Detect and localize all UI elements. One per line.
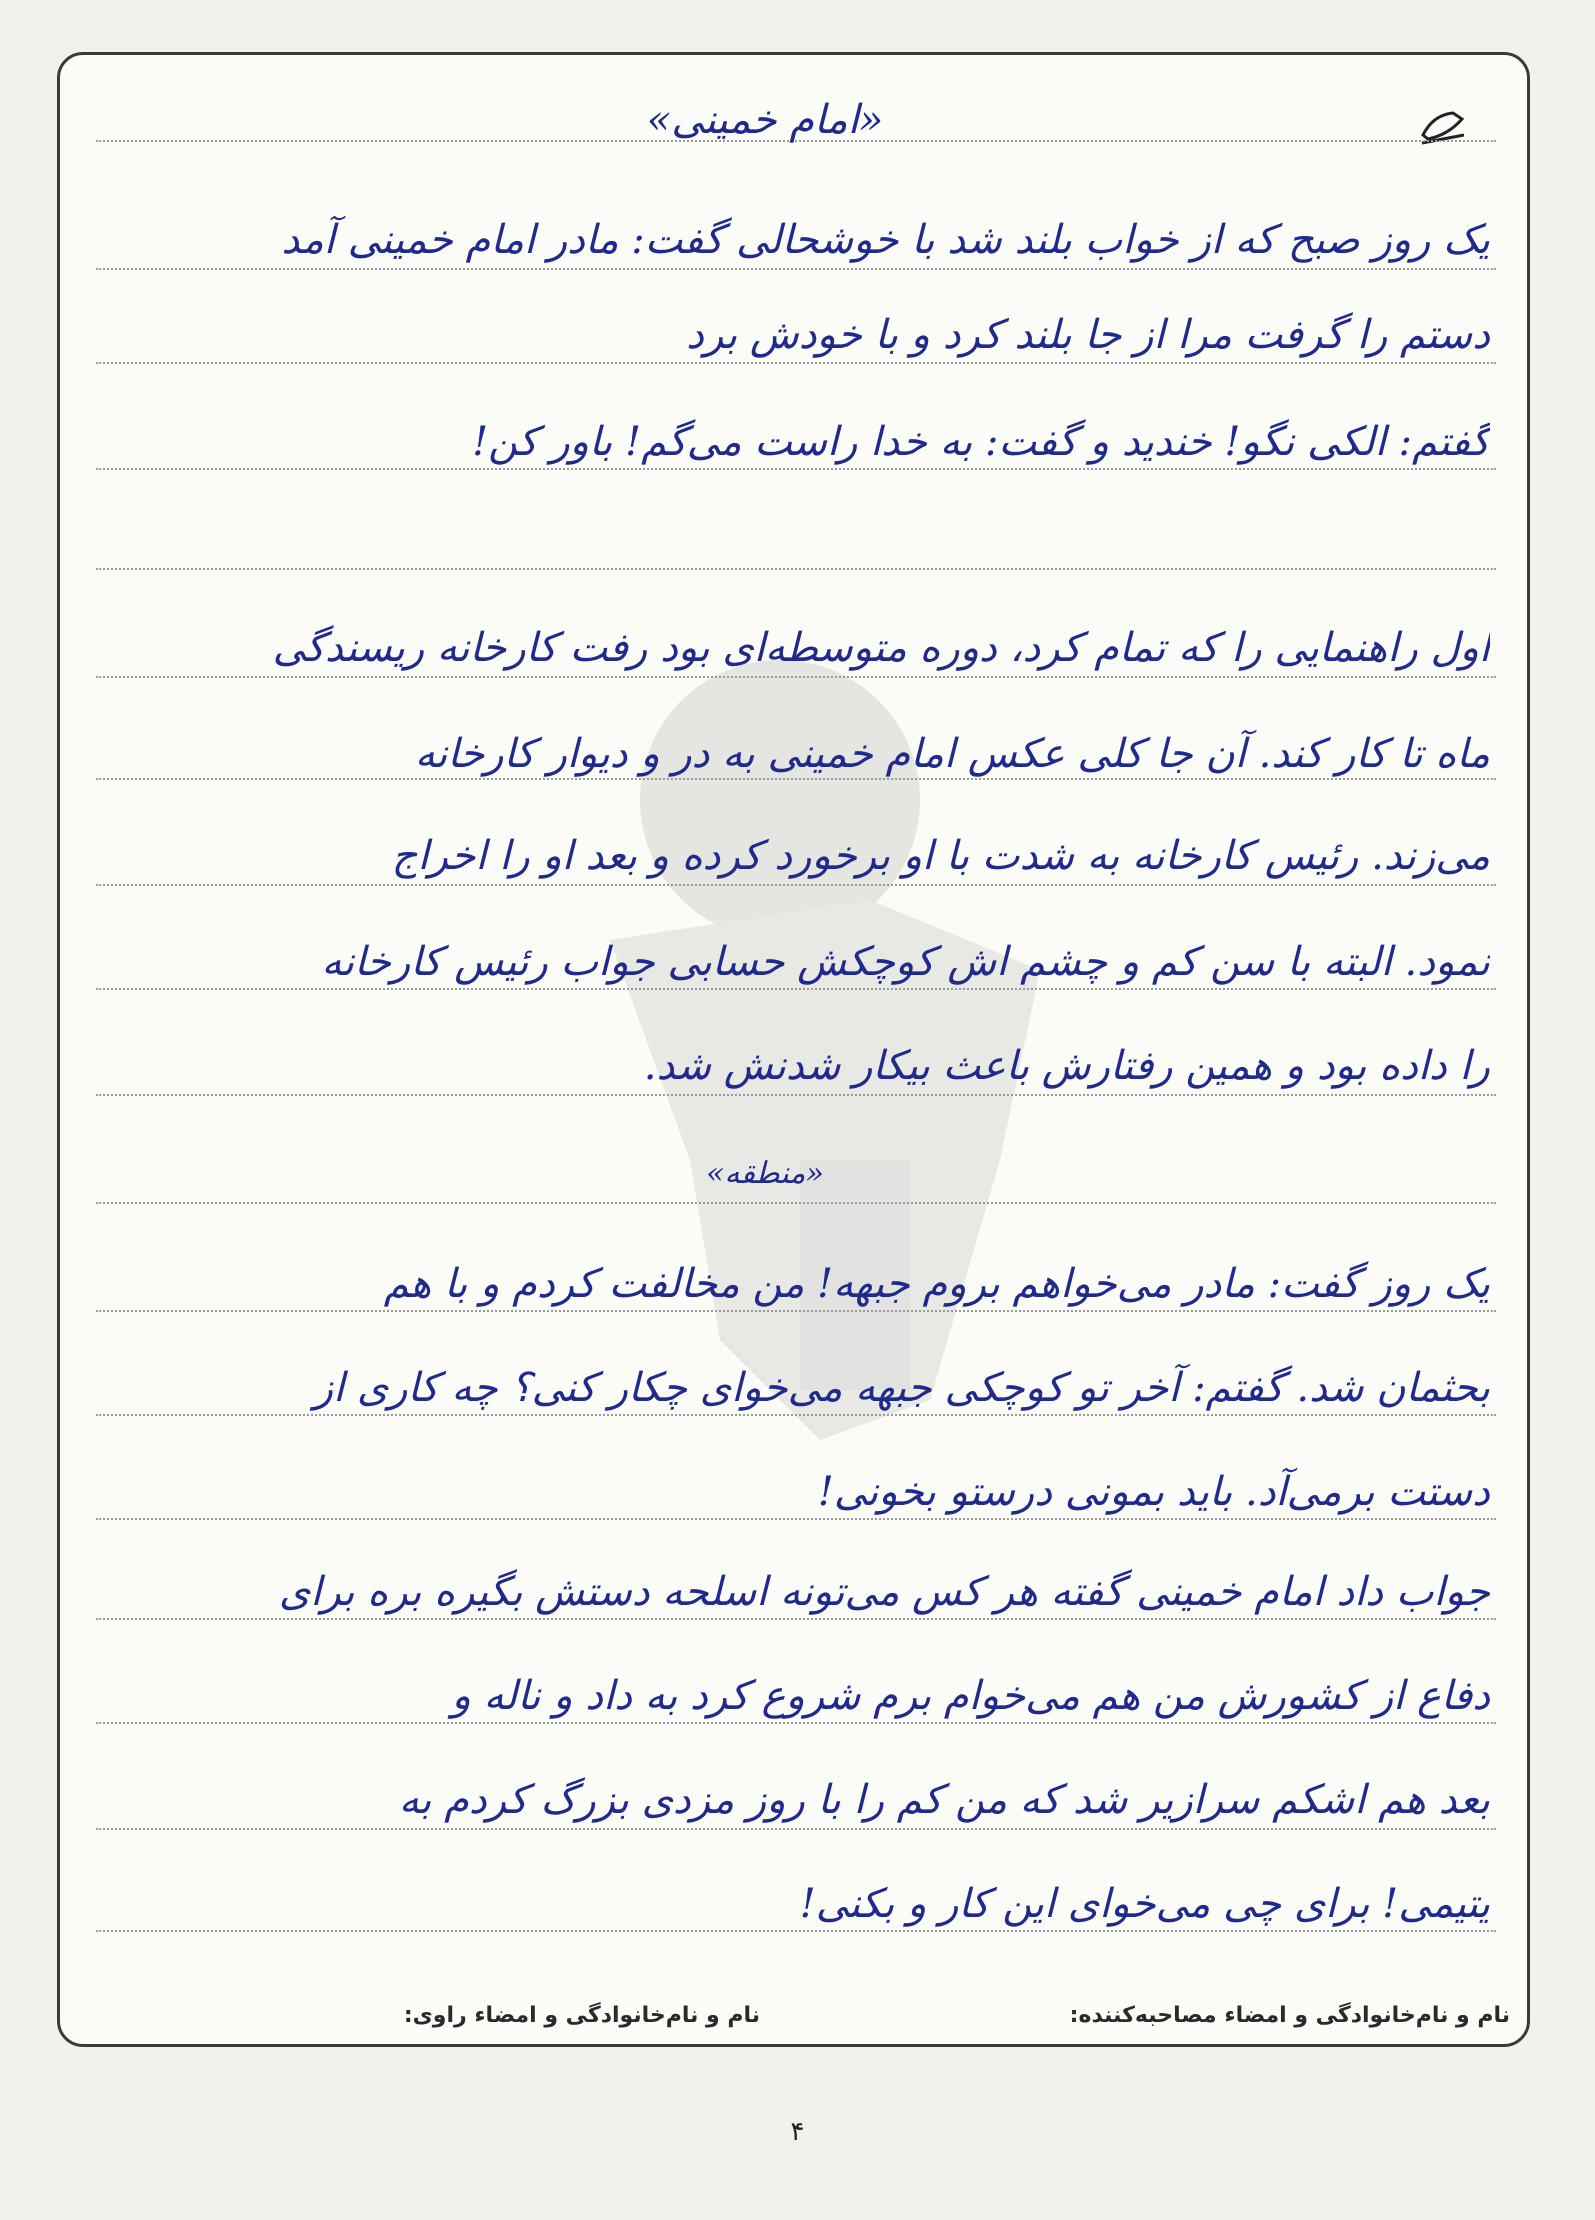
- ruled-line: [96, 568, 1496, 570]
- page-number: ۴: [790, 2117, 805, 2147]
- text-line: اول راهنمایی را که تمام کرد، دوره متوسطه‌ای بود رفت کارخانه ریسندگی: [272, 625, 1490, 671]
- text-line: دفاع از کشورش من هم می‌خوام برم شروع کرد به داد و ناله و: [451, 1673, 1490, 1719]
- text-line: یک روز گفت: مادر می‌خواهم بروم جبهه! من مخالفت کردم و با هم: [383, 1261, 1490, 1307]
- text-line: را داده بود و همین رفتارش باعث بیکار شدنش شد.: [643, 1043, 1490, 1089]
- text-line: گفتم: الکی نگو! خندید و گفت: به خدا راست می‌گم! باور کن!: [472, 419, 1490, 465]
- text-line: دستت برمی‌آد. باید بمونی درستو بخونی!: [817, 1469, 1490, 1515]
- document-title: «امام خمینی»: [646, 97, 884, 143]
- narrator-signature-label: نام و نام‌خانوادگی و امضاء راوی:: [403, 2003, 760, 2028]
- text-line: بعد هم اشکم سرازیر شد که من کم را با روز مزدی بزرگ کردم به: [398, 1777, 1490, 1823]
- text-line: بحثمان شد. گفتم: آخر تو کوچکی جبهه می‌خوای چکار کنی؟ چه کاری از: [313, 1365, 1490, 1411]
- text-line: دستم را گرفت مرا از جا بلند کرد و با خودش برد: [686, 312, 1490, 358]
- text-line: می‌زند. رئیس کارخانه به شدت با او برخورد کرده و بعد او را اخراج: [391, 833, 1490, 879]
- text-line: ماه تا کار کند. آن جا کلی عکس امام خمینی به در و دیوار کارخانه: [414, 731, 1490, 777]
- text-line: نمود. البته با سن کم و چشم اش کوچکش حسابی جواب رئیس کارخانه: [321, 939, 1490, 985]
- interviewer-signature-label: نام و نام‌خانوادگی و امضاء مصاحبه‌کننده:: [1069, 2003, 1510, 2028]
- section-subtitle: «منطقه»: [706, 1156, 824, 1191]
- text-line: جواب داد امام خمینی گفته هر کس می‌تونه اسلحه دستش بگیره بره برای: [278, 1569, 1490, 1615]
- text-line: یتیمی! برای چی می‌خوای این کار و بکنی!: [799, 1881, 1490, 1927]
- text-line: یک روز صبح که از خواب بلند شد با خوشحالی گفت: مادر امام خمینی آمد: [281, 217, 1490, 263]
